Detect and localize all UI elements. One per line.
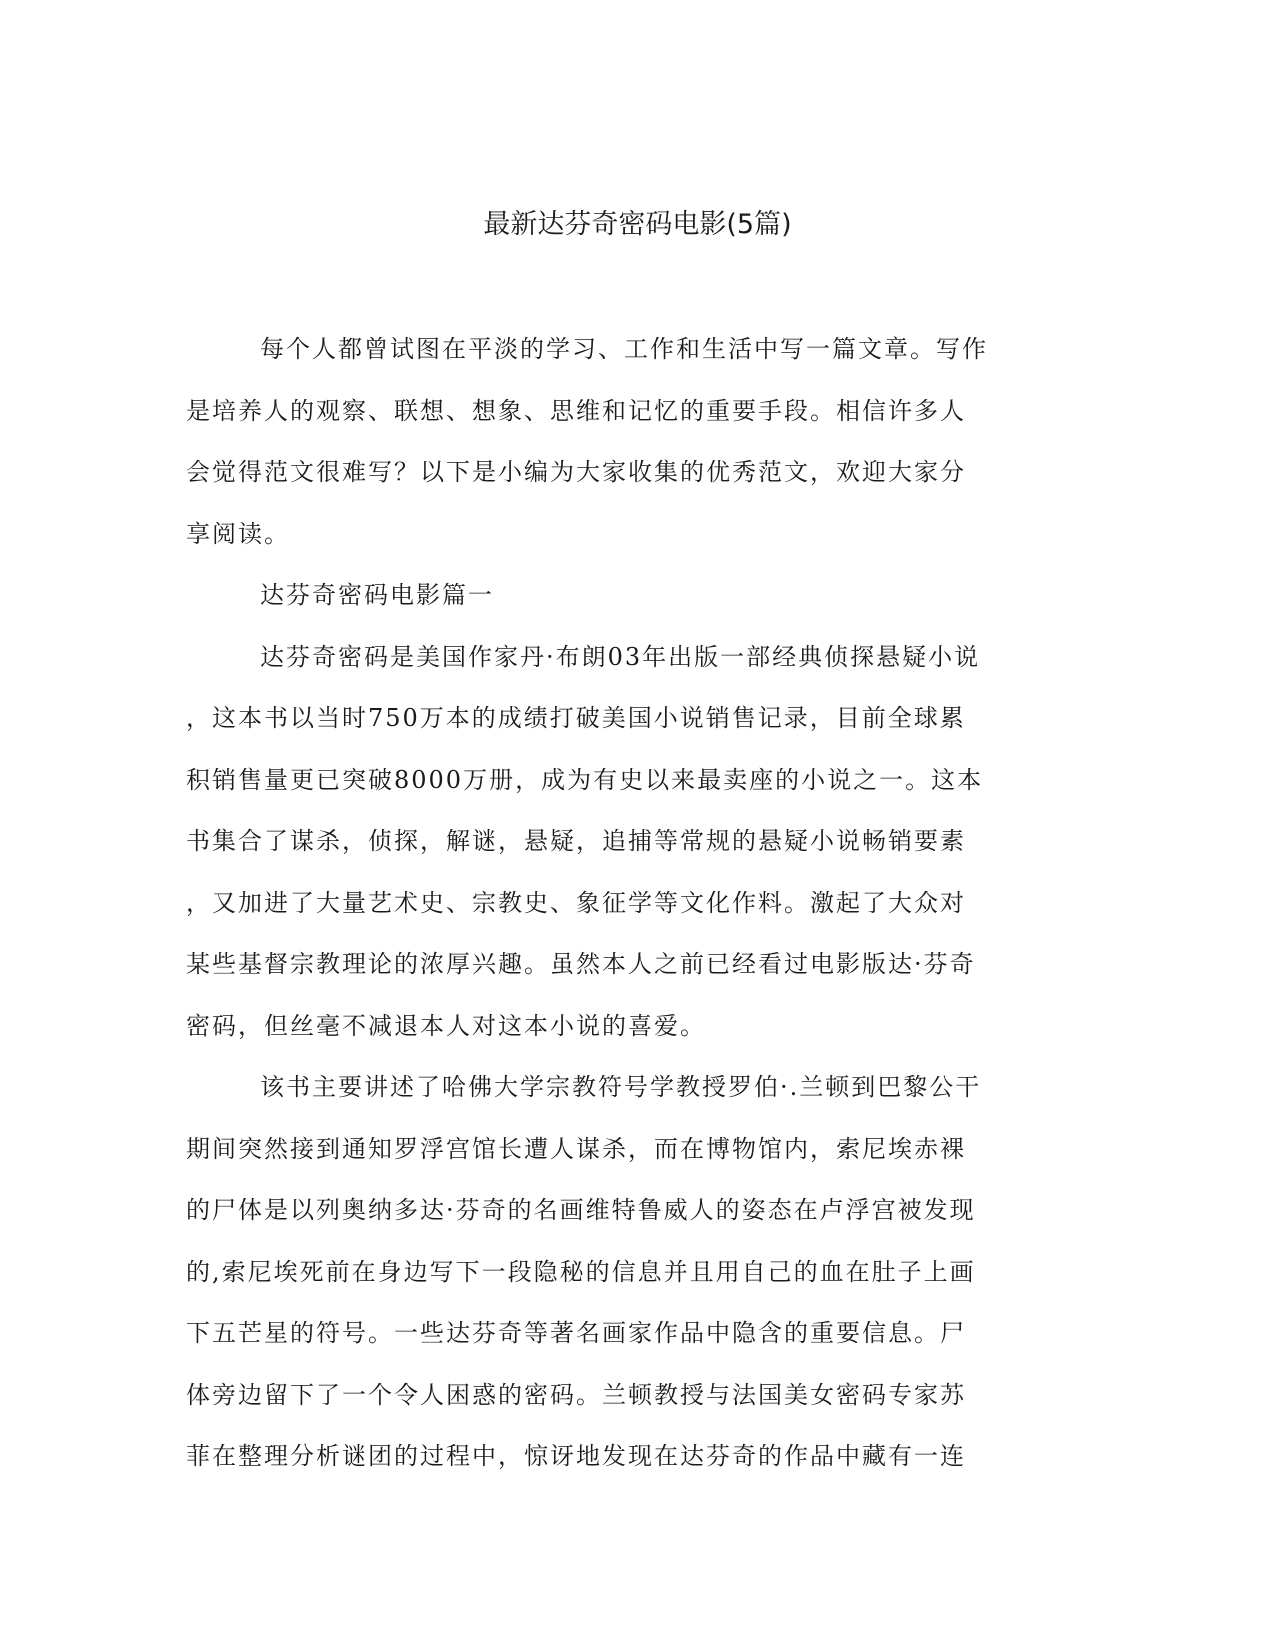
- text-line: 书集合了谋杀，侦探，解谜，悬疑，追捕等常规的悬疑小说畅销要素: [186, 827, 966, 855]
- text-line: 体旁边留下了一个令人困惑的密码。兰顿教授与法国美女密码专家苏: [186, 1380, 966, 1409]
- text-line: 该书主要讲述了哈佛大学宗教符号学教授罗伯·.兰顿到巴黎公干: [260, 1073, 982, 1101]
- text-line: 的尸体是以列奥纳多达·芬奇的名画维特鲁威人的姿态在卢浮宫被发现: [186, 1196, 976, 1224]
- text-line: 期间突然接到通知罗浮宫馆长遭人谋杀，而在博物馆内，索尼埃赤裸: [186, 1134, 966, 1163]
- text-line: 下五芒星的符号。一些达芬奇等著名画家作品中隐含的重要信息。尸: [186, 1319, 966, 1347]
- text-line: 密码，但丝毫不减退本人对这本小说的喜爱。: [186, 1011, 706, 1040]
- text-line: 是培养人的观察、联想、想象、思维和记忆的重要手段。相信许多人: [186, 396, 966, 425]
- document-title: 最新达芬奇密码电影(5篇): [483, 209, 792, 240]
- text-line: 达芬奇密码电影篇一: [260, 581, 494, 609]
- text-line: 某些基督宗教理论的浓厚兴趣。虽然本人之前已经看过电影版达·芬奇: [186, 950, 976, 978]
- text-line: 享阅读。: [186, 519, 290, 548]
- text-line: 积销售量更已突破8000万册，成为有史以来最卖座的小说之一。这本: [186, 765, 984, 794]
- text-line: 达芬奇密码是美国作家丹·布朗03年出版一部经典侦探悬疑小说: [260, 642, 981, 671]
- text-line: 每个人都曾试图在平淡的学习、工作和生活中写一篇文章。写作: [260, 335, 988, 363]
- text-line: 的,索尼埃死前在身边写下一段隐秘的信息并且用自己的血在肚子上画: [186, 1257, 976, 1286]
- text-line: ，又加进了大量艺术史、宗教史、象征学等文化作料。激起了大众对: [186, 888, 966, 917]
- document-body: [186, 319, 1066, 1488]
- text-line: 菲在整理分析谜团的过程中，惊讶地发现在达芬奇的作品中藏有一连: [186, 1442, 966, 1470]
- text-line: ，这本书以当时750万本的成绩打破美国小说销售记录，目前全球累: [186, 704, 966, 732]
- text-line: 会觉得范文很难写？以下是小编为大家收集的优秀范文，欢迎大家分: [186, 458, 966, 486]
